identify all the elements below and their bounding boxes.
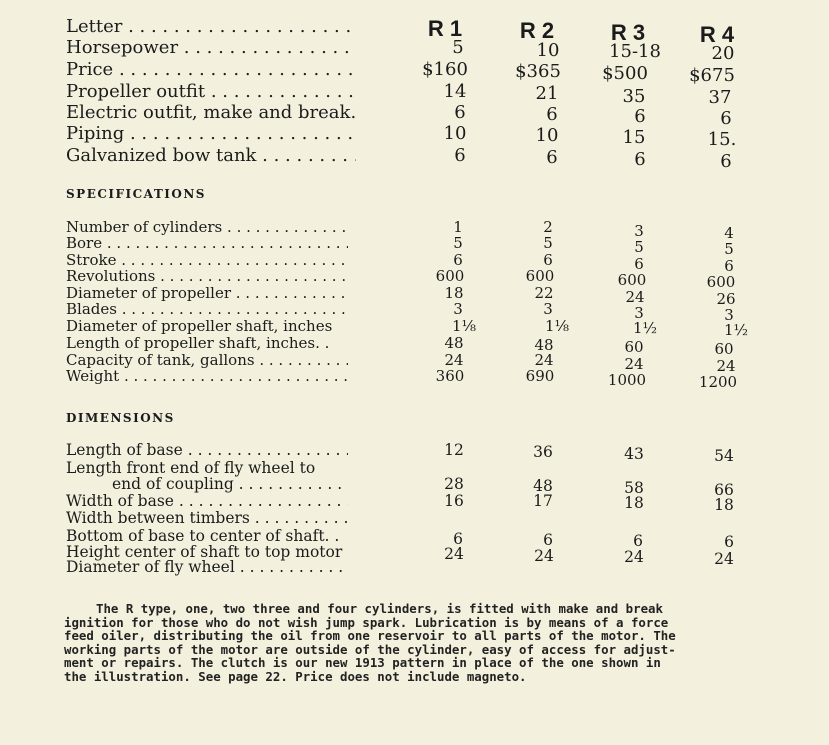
cell: 6 xyxy=(543,251,553,269)
cell: $675 xyxy=(689,65,735,86)
table-row xyxy=(0,145,829,172)
cell: 18 xyxy=(624,494,644,512)
table-row xyxy=(0,367,829,389)
cell: 6 xyxy=(634,255,644,273)
cell: 60 xyxy=(714,340,734,358)
cell: 24 xyxy=(714,550,734,568)
cell: 1½ xyxy=(632,319,658,337)
row-label: Length of base . . . xyxy=(66,441,348,459)
row-label: Width between timbers . . . xyxy=(66,509,348,527)
row-label: Blades . . . xyxy=(66,300,348,318)
cell: 5 xyxy=(452,37,464,58)
row-label: Stroke . . . xyxy=(66,251,348,269)
cell: 37 xyxy=(708,87,732,108)
row-label: Bore . . . xyxy=(66,234,348,252)
cell: 6 xyxy=(634,106,646,127)
cell: 12 xyxy=(444,441,464,459)
row-label: Diameter of fly wheel . . . xyxy=(66,558,348,576)
description-paragraph xyxy=(64,602,750,684)
cell: 1½ xyxy=(723,321,749,339)
cell: 3 xyxy=(453,300,463,318)
table-row xyxy=(0,16,829,38)
cell: $500 xyxy=(602,63,648,84)
cell: 24 xyxy=(534,547,554,565)
cell: 15 xyxy=(622,127,646,148)
row-label: Diameter of propeller . . . xyxy=(66,284,348,302)
description-line: ignition for those who do not wish jump spark. Lubrication is by means of a force xyxy=(64,614,669,630)
cell: 60 xyxy=(624,338,644,356)
row-label-price: Price . . . xyxy=(66,59,356,80)
table-row xyxy=(0,81,829,108)
row-label: end of coupling . . . xyxy=(112,475,348,493)
cell: 5 xyxy=(724,240,734,258)
cell: 360 xyxy=(435,367,465,385)
row-label: Height center of shaft to top motor xyxy=(66,543,343,561)
row-label: Width of base . . . xyxy=(66,492,348,510)
table-row xyxy=(0,123,829,150)
description-line: working parts of the motor are outside of the cylinder, easy of access for adjust- xyxy=(64,641,676,657)
cell: 6 xyxy=(453,251,463,269)
cell: 24 xyxy=(624,548,644,566)
table-row xyxy=(0,102,829,129)
cell: 6 xyxy=(453,530,463,548)
column-header-r4: R 4 xyxy=(699,22,735,47)
cell: 5 xyxy=(543,234,553,252)
cell: 15. xyxy=(707,129,737,150)
cell: 6 xyxy=(546,147,558,168)
cell: 10 xyxy=(536,40,560,61)
cell: 600 xyxy=(525,267,555,285)
cell: 1 xyxy=(453,218,463,236)
cell: 6 xyxy=(633,532,643,550)
cell: 600 xyxy=(617,271,647,289)
table-row xyxy=(0,558,829,580)
description-line: The R type, one, two three and four cylinders, is fitted with make and break xyxy=(96,601,663,616)
table-row xyxy=(0,37,829,64)
cell: 6 xyxy=(724,257,734,275)
cell: 24 xyxy=(444,351,464,369)
cell: 58 xyxy=(624,479,644,497)
cell: 14 xyxy=(443,81,467,102)
cell: 15-18 xyxy=(609,41,661,62)
column-header-r2: R 2 xyxy=(519,18,555,43)
row-label: Number of cylinders . . . xyxy=(66,218,348,236)
cell: 48 xyxy=(444,334,464,352)
row-label: Bottom of base to center of shaft. . xyxy=(66,527,340,545)
row-label-letter: Letter . . . xyxy=(66,16,356,37)
row-label-bow-tank: Galvanized bow tank . . . xyxy=(66,145,356,166)
cell: 20 xyxy=(711,43,735,64)
cell: 5 xyxy=(453,234,463,252)
row-label: Weight . . . xyxy=(66,367,348,385)
row-label: Length of propeller shaft, inches. . xyxy=(66,334,330,352)
cell: 16 xyxy=(444,492,464,510)
row-label-horsepower: Horsepower . . . xyxy=(66,37,356,58)
table-row xyxy=(0,59,829,86)
row-label-piping: Piping . . . xyxy=(66,123,356,144)
row-label: Capacity of tank, gallons . . . xyxy=(66,351,348,369)
cell: 2 xyxy=(543,218,553,236)
cell: 1200 xyxy=(698,373,738,391)
cell: 6 xyxy=(634,149,646,170)
cell: 18 xyxy=(714,496,734,514)
cell: 6 xyxy=(454,145,466,166)
cell: 24 xyxy=(716,357,736,375)
cell: 21 xyxy=(535,83,559,104)
cell: 54 xyxy=(714,447,734,465)
cell: 1000 xyxy=(607,371,647,389)
cell: 5 xyxy=(634,238,644,256)
cell: 10 xyxy=(443,123,467,144)
cell: 24 xyxy=(624,355,644,373)
section-title-dimensions: DIMENSIONS xyxy=(66,411,175,425)
cell: $365 xyxy=(515,61,561,82)
cell: 1⅛ xyxy=(451,317,477,335)
description-line: the illustration. See page 22. Price does not include magneto. xyxy=(64,668,527,684)
cell: 600 xyxy=(706,273,736,291)
description-line: ment or repairs. The clutch is our new 1913 pattern in place of the one shown in xyxy=(64,655,661,671)
cell: 3 xyxy=(543,300,553,318)
cell: 10 xyxy=(535,125,559,146)
cell: 690 xyxy=(525,367,555,385)
cell: 66 xyxy=(714,481,734,499)
cell: 4 xyxy=(724,224,734,242)
row-label: Length front end of fly wheel to xyxy=(66,459,316,477)
cell: 22 xyxy=(534,284,554,302)
cell: 48 xyxy=(534,336,554,354)
cell: 36 xyxy=(533,443,553,461)
cell: 3 xyxy=(634,222,644,240)
cell: 43 xyxy=(624,445,644,463)
cell: 1⅛ xyxy=(544,317,570,335)
column-header-r1: R 1 xyxy=(427,16,463,41)
cell: 6 xyxy=(454,102,466,123)
cell: 17 xyxy=(533,492,553,510)
cell: 24 xyxy=(534,351,554,369)
cell: 600 xyxy=(435,267,465,285)
cell: $160 xyxy=(422,59,468,80)
cell: 24 xyxy=(444,545,464,563)
cell: 6 xyxy=(720,151,732,172)
row-label-propeller-outfit: Propeller outfit . . . xyxy=(66,81,356,102)
cell: 6 xyxy=(720,108,732,129)
cell: 18 xyxy=(444,284,464,302)
cell: 48 xyxy=(533,477,553,495)
row-label-electric-outfit: Electric outfit, make and break. xyxy=(66,102,356,123)
column-header-r3: R 3 xyxy=(610,20,646,45)
section-title-specifications: SPECIFICATIONS xyxy=(66,187,206,201)
cell: 35 xyxy=(622,86,646,107)
row-label: Revolutions . . . xyxy=(66,267,348,285)
cell: 3 xyxy=(724,306,734,324)
cell: 6 xyxy=(724,533,734,551)
description-line: feed oiler, distributing the oil from one reservoir to all parts of the motor. The xyxy=(64,628,676,644)
cell: 6 xyxy=(543,531,553,549)
cell: 28 xyxy=(444,475,464,493)
cell: 6 xyxy=(546,104,558,125)
cell: 3 xyxy=(634,304,644,322)
row-label: Diameter of propeller shaft, inches xyxy=(66,317,333,335)
cell: 26 xyxy=(716,290,736,308)
cell: 24 xyxy=(625,288,645,306)
